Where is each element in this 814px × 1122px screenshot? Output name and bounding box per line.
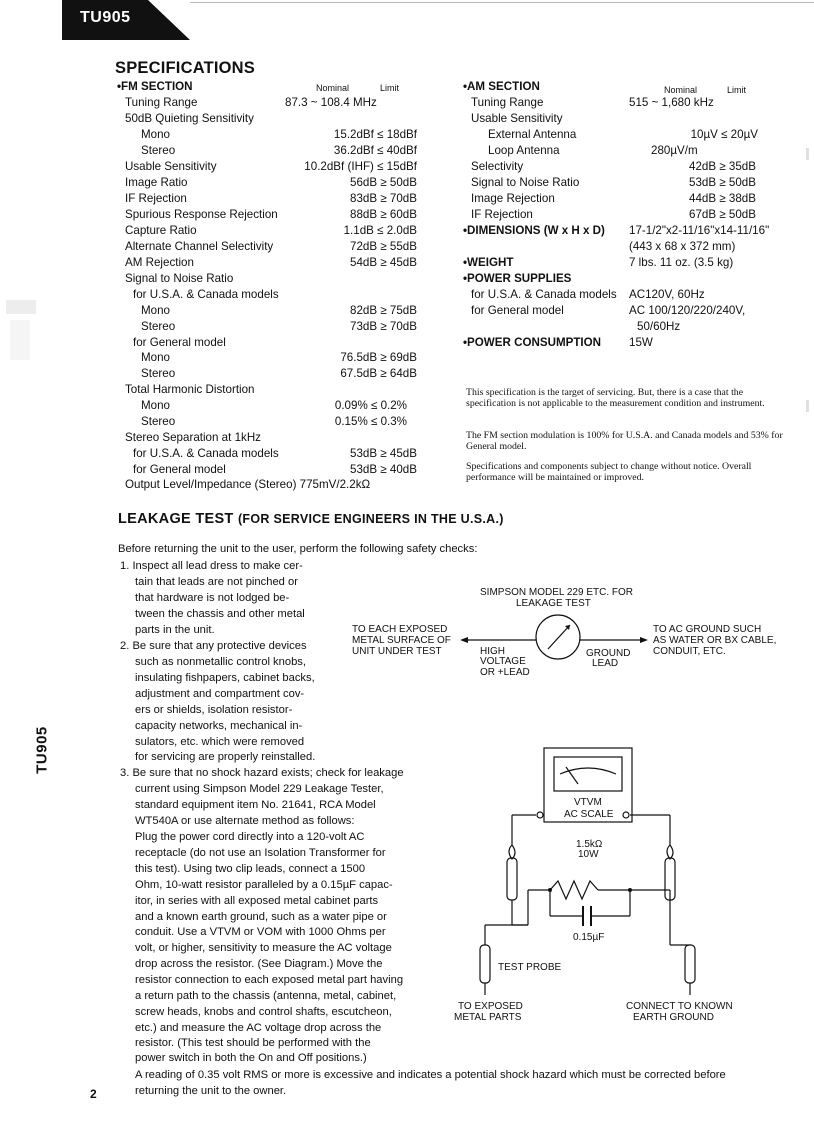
diagram-left-label: TO EACH EXPOSED (352, 624, 448, 635)
side-model-label (22, 720, 62, 780)
step-line: insulating fishpapers, cabinet backs, (135, 672, 315, 684)
spec-row-label: Usable Sensitivity (125, 160, 217, 173)
diagram-right-label: AS WATER OR BX CABLE, (653, 635, 777, 646)
spec-row-label: Stereo (141, 367, 176, 380)
scan-noise (806, 400, 809, 412)
weight-value: 7 lbs. 11 oz. (3.5 kg) (629, 256, 734, 269)
leakage-title-main: LEAKAGE TEST (118, 511, 234, 527)
spec-row-label: Selectivity (471, 160, 524, 173)
step-line: tain that leads are not pinched or (135, 576, 298, 588)
terminal-left-icon (537, 812, 543, 818)
step-line: capacity networks, mechanical in- (135, 720, 303, 732)
step-line: 1. Inspect all lead dress to make cer- (120, 560, 303, 572)
step-line: etc.) and measure the AC voltage drop across the (135, 1022, 382, 1034)
power-usa-value: AC120V, 60Hz (629, 288, 705, 301)
spec-row-label: Usable Sensitivity (471, 112, 563, 125)
spec-row-value: 67dB ≥ 50dB (689, 208, 756, 221)
spec-row-label: External Antenna (488, 128, 577, 141)
test-probe-icon (480, 945, 490, 983)
earth-probe-icon (685, 945, 695, 983)
capacitor-value-label: 0.15µF (573, 932, 605, 943)
diagram-right-label: TO AC GROUND SUCH (653, 624, 762, 635)
step-line: for servicing are properly reinstalled. (135, 751, 316, 763)
resistor-icon (550, 881, 598, 899)
leakage-intro: Before returning the unit to the user, perform the following safety checks: (118, 543, 478, 555)
terminal-right-icon (623, 812, 629, 818)
step-line: conduit. Use a VTVM or VOM with 1000 Ohms per (135, 926, 386, 938)
fm-tuning-range-label: Tuning Range (125, 96, 198, 109)
step-line: sulators, etc. which were removed (135, 736, 305, 748)
leakage-final-line: A reading of 0.35 volt RMS or more is excessive and indicates a potential shock hazard which must be corrected before (135, 1069, 726, 1081)
step-line: parts in the unit. (135, 624, 215, 636)
spec-row-label: Capture Ratio (125, 224, 197, 237)
spec-row-value: 0.09% ≤ 0.2% (334, 399, 407, 412)
earth-ground-label: CONNECT TO KNOWN (626, 1001, 733, 1012)
power-consumption-label: •POWER CONSUMPTION (463, 336, 602, 349)
probe-body-left (507, 858, 517, 900)
clip-left-icon (509, 845, 515, 859)
diagram-right-label: CONDUIT, ETC. (653, 646, 726, 657)
spec-row-label: Tuning Range (471, 96, 544, 109)
spec-row-label: Total Harmonic Distortion (125, 383, 255, 396)
spec-row-label: Mono (141, 351, 171, 364)
spec-row-value: 515 ~ 1,680 kHz (629, 96, 714, 109)
ac-scale-label: AC SCALE (564, 809, 614, 820)
fm-output-level: Output Level/Impedance (Stereo) 775mV/2.2kΩ (125, 478, 371, 491)
scan-noise (6, 300, 36, 314)
resistor-value-label: 1.5kΩ (576, 839, 603, 850)
spec-row-label: Stereo (141, 415, 176, 428)
am-limit-header: Limit (727, 85, 747, 95)
spec-row-value: 83dB ≥ 70dB (350, 192, 417, 205)
diagram-left-label: METAL SURFACE OF (352, 635, 451, 646)
spec-row-label: Stereo (141, 144, 176, 157)
step-line: ers or shields, isolation resistor- (135, 704, 293, 716)
spec-note: This specification is the target of servicing. But, there is a case that the specification is not applicable to the measurement condition and instrument. (466, 387, 765, 409)
leakage-final-line: returning the unit to the owner. (135, 1085, 287, 1097)
step-line: current using Simpson Model 229 Leakage Tester, (135, 783, 384, 795)
spec-row-label: Signal to Noise Ratio (471, 176, 580, 189)
power-consumption-value: 15W (629, 336, 653, 349)
vtvm-label: VTVM (574, 797, 602, 808)
meter-needle (548, 625, 570, 649)
spec-row-value: 88dB ≥ 60dB (350, 208, 417, 221)
spec-row-label: Spurious Response Rejection (125, 208, 278, 221)
junction-dot (628, 888, 632, 892)
specifications-title: SPECIFICATIONS (115, 59, 256, 77)
spec-row-value: 72dB ≥ 55dB (350, 240, 417, 253)
dimensions-label: •DIMENSIONS (W x H x D) (463, 224, 605, 237)
spec-row-label: Image Ratio (125, 176, 188, 189)
step-line: WT540A or use alternate method as follows: (135, 815, 355, 827)
step-line: standard equipment item No. 21641, RCA Model (135, 799, 376, 811)
step-line: 3. Be sure that no shock hazard exists; check for leakage (120, 767, 404, 779)
fm-section-heading: •FM SECTION (117, 80, 193, 93)
spec-row-label: Mono (141, 304, 171, 317)
spec-row-label: Stereo Separation at 1kHz (125, 431, 261, 444)
junction-dot (548, 888, 552, 892)
spec-row-value: 54dB ≥ 45dB (350, 256, 417, 269)
am-nominal-header: Nominal (664, 85, 698, 95)
step-line: this test). Using two clip leads, connect a 1500 (135, 863, 366, 875)
top-rule (190, 2, 814, 3)
step-line: Ohm, 10-watt resistor paralleled by a 0.15µF capac- (135, 879, 393, 891)
step-line: resistor. (This test should be performed with the (135, 1037, 371, 1049)
dimensions-metric: (443 x 68 x 372 mm) (629, 240, 736, 253)
spec-row-label: IF Rejection (125, 192, 187, 205)
spec-row-label: Signal to Noise Ratio (125, 272, 234, 285)
scan-noise (10, 320, 30, 360)
vtvm-circuit-diagram (440, 740, 740, 1030)
spec-row-label: Mono (141, 128, 171, 141)
spec-row-label: Alternate Channel Selectivity (125, 240, 274, 253)
power-usa-label: for U.S.A. & Canada models (471, 288, 617, 301)
step-line: power switch in both the On and Off positions.) (135, 1052, 367, 1064)
spec-row-label: for General model (133, 336, 226, 349)
power-general-label: for General model (471, 304, 564, 317)
step-line: that hardware is not lodged be- (135, 592, 290, 604)
spec-row-value: 280µV/m (651, 144, 698, 157)
tester-meter-icon (536, 615, 580, 659)
ground-lead-label: LEAD (592, 658, 619, 669)
spec-row-value: 42dB ≥ 35dB (689, 160, 756, 173)
earth-ground-label: EARTH GROUND (633, 1012, 714, 1023)
exposed-parts-label: TO EXPOSED (458, 1001, 523, 1012)
meter-window (554, 757, 622, 791)
step-line: a return path to the chassis (antenna, metal, cabinet, (135, 990, 397, 1002)
diagram-title-line: SIMPSON MODEL 229 ETC. FOR (480, 587, 633, 598)
spec-row-value: 67.5dB ≥ 64dB (340, 367, 417, 380)
step-line: volt, or higher, sensitivity to measure the AC voltage (135, 942, 392, 954)
step-line: tween the chassis and other metal (135, 608, 305, 620)
am-section-heading: •AM SECTION (463, 80, 540, 93)
spec-row-value: 73dB ≥ 70dB (350, 320, 417, 333)
model-tab-label: TU905 (80, 9, 131, 26)
spec-row-value: 0.15% ≤ 0.3% (334, 415, 407, 428)
high-voltage-label: OR +LEAD (480, 667, 530, 678)
spec-row-value: 53dB ≥ 45dB (350, 447, 417, 460)
step-line: drop across the resistor. (See Diagram.) Move the (135, 958, 383, 970)
power-general-value: AC 100/120/220/240V, (629, 304, 746, 317)
step-line: 2. Be sure that any protective devices (120, 640, 307, 652)
spec-row-label: Mono (141, 399, 171, 412)
spec-row-label: IF Rejection (471, 208, 533, 221)
spec-row-label: for U.S.A. & Canada models (133, 447, 279, 460)
spec-row-value: 56dB ≥ 50dB (350, 176, 417, 189)
diagram-left-label: UNIT UNDER TEST (352, 646, 442, 657)
step-line: and a known earth ground, such as a water pipe or (135, 911, 387, 923)
step-line: adjustment and compartment cov- (135, 688, 305, 700)
spec-row-label: for U.S.A. & Canada models (133, 288, 279, 301)
spec-row-value: 53dB ≥ 50dB (689, 176, 756, 189)
spec-row-value: 53dB ≥ 40dB (350, 463, 417, 476)
high-voltage-label: HIGH (480, 646, 505, 657)
step-line: itor, in series with all exposed metal cabinet parts (135, 895, 379, 907)
test-probe-label: TEST PROBE (498, 962, 562, 973)
page-number: 2 (90, 1087, 97, 1101)
spec-row-value: 36.2dBf ≤ 40dBf (333, 144, 417, 157)
spec-row-label: for General model (133, 463, 226, 476)
spec-row-label: Loop Antenna (488, 144, 560, 157)
fm-limit-header: Limit (380, 83, 400, 93)
side-model-text: TU905 (33, 726, 51, 774)
spec-row-value: 76.5dB ≥ 69dB (340, 351, 417, 364)
leakage-tester-diagram (340, 580, 800, 690)
high-voltage-label: VOLTAGE (480, 656, 526, 667)
step-line: resistor connection to each exposed metal part having (135, 974, 404, 986)
spec-row-label: Stereo (141, 320, 176, 333)
ground-lead-label: GROUND (586, 648, 631, 659)
scan-noise (806, 148, 809, 160)
dimensions-value: 17-1/2"x2-11/16"x14-11/16" (629, 224, 770, 237)
left-arrow-icon (460, 637, 468, 643)
power-general-freq: 50/60Hz (637, 320, 681, 333)
step-line: receptacle (do not use an Isolation Transformer for (135, 847, 386, 859)
power-supplies-label: •POWER SUPPLIES (463, 272, 572, 285)
fm-quieting-label: 50dB Quieting Sensitivity (125, 112, 254, 125)
fm-nominal-header: Nominal (316, 83, 350, 93)
weight-label: •WEIGHT (463, 256, 514, 269)
spec-row-value: 10.2dBf (IHF) ≤ 15dBf (304, 160, 417, 173)
spec-row-value: 10µV ≤ 20µV (690, 128, 758, 141)
spec-row-label: Image Rejection (471, 192, 555, 205)
spec-row-value: 1.1dB ≤ 2.0dB (343, 224, 417, 237)
spec-note: The FM section modulation is 100% for U.S.A. and Canada models and 53% for General model. (466, 430, 783, 452)
spec-row-value: 44dB ≥ 38dB (689, 192, 756, 205)
spec-row-label: AM Rejection (125, 256, 194, 269)
fm-tuning-range-value: 87.3 ~ 108.4 MHz (285, 96, 377, 109)
spec-row-value: 15.2dBf ≤ 18dBf (333, 128, 417, 141)
step-line: screw heads, knobs and control shafts, escutcheon, (135, 1006, 392, 1018)
spec-note: Specifications and components subject to change without notice. Overall performance will be maintained or improved. (466, 461, 752, 483)
leakage-test-title (118, 511, 504, 527)
diagram-title-line: LEAKAGE TEST (516, 598, 591, 609)
right-arrow-icon (640, 637, 648, 643)
step-line: such as nonmetallic control knobs, (135, 656, 307, 668)
step-line: Plug the power cord directly into a 120-volt AC (135, 831, 365, 843)
spec-row-value: 82dB ≥ 75dB (350, 304, 417, 317)
leakage-title-sub: (FOR SERVICE ENGINEERS IN THE U.S.A.) (237, 512, 504, 526)
resistor-wattage-label: 10W (578, 849, 599, 860)
clip-right-icon (667, 845, 673, 859)
exposed-parts-label: METAL PARTS (454, 1012, 522, 1023)
